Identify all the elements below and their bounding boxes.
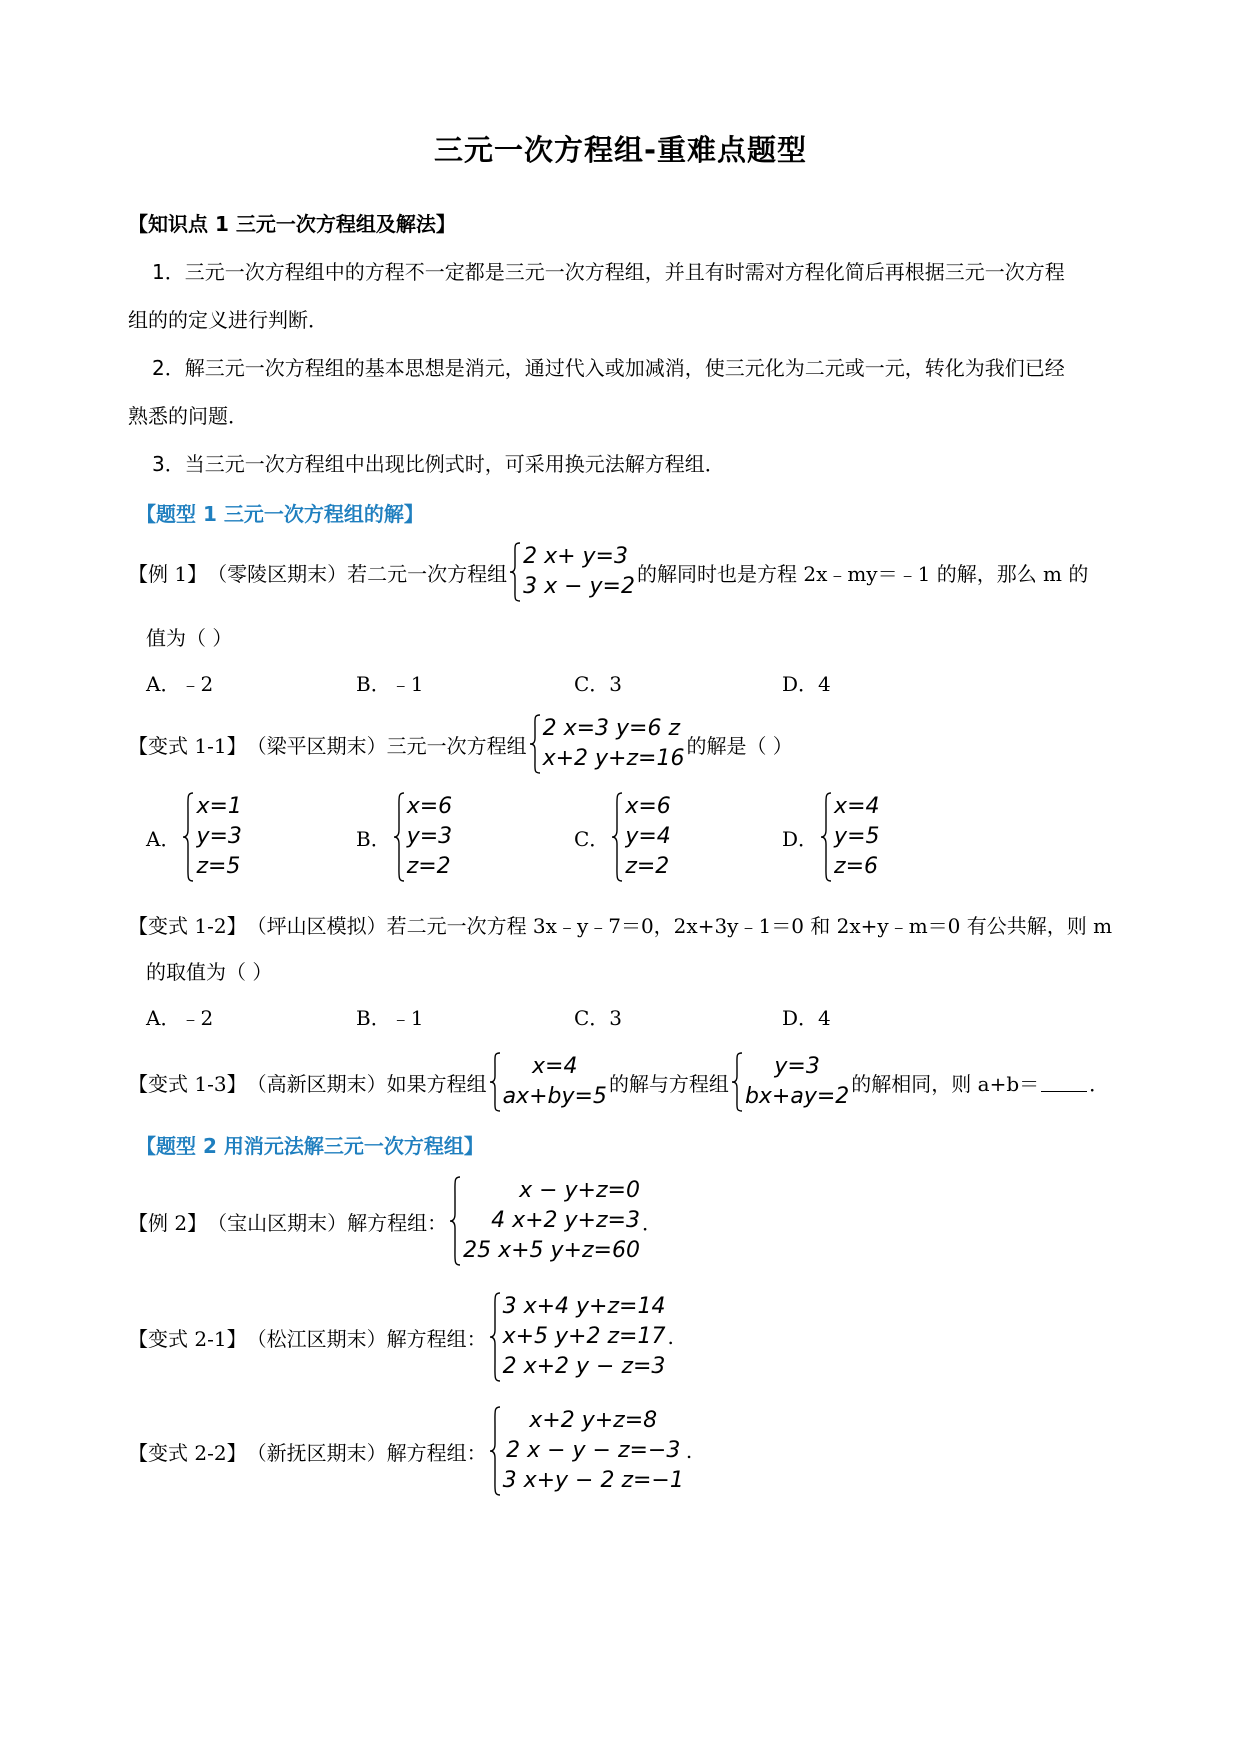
variant-2-2-post: .: [685, 1439, 693, 1463]
variant-1-2-option-c[interactable]: C．3: [574, 1006, 623, 1030]
variant-1-3-b-eq1: y=3: [774, 1054, 820, 1079]
variant-1-3-mid: 的解与方程组: [608, 1071, 729, 1096]
variant-1-3-a-eq1: x=4: [532, 1054, 578, 1079]
brace-icon: [731, 1052, 743, 1112]
option-eq-y: y=5: [834, 824, 880, 849]
type2-heading: 【题型 2 用消元法解三元一次方程组】: [136, 1134, 484, 1158]
brace-icon: [489, 1406, 501, 1496]
variant-2-1: [128, 1290, 674, 1384]
variant-1-3-b-eq2: bx+ay=2: [744, 1084, 850, 1109]
variant-1-2: [128, 910, 1112, 939]
variant-2-2-pre: （新抚区期末）解方程组：: [246, 1440, 487, 1465]
example-2-eq1: x − y+z=0: [519, 1178, 640, 1203]
variant-1-1-option-a[interactable]: [146, 790, 244, 884]
variant-1-1-post: 的解是（ ）: [686, 733, 793, 758]
example-1-option-a[interactable]: A．﹣2: [146, 672, 214, 696]
variant-1-3-end: ．: [1089, 1071, 1110, 1096]
example-2-eq2: 4 x+2 y+z=3: [491, 1208, 640, 1233]
option-letter: D．: [782, 826, 819, 851]
example-1-eq2: 3 x − y=2: [523, 574, 635, 599]
variant-1-3-a-eq2: ax+by=5: [502, 1084, 607, 1109]
option-eq-y: y=3: [196, 824, 242, 849]
variant-1-2-option-b[interactable]: B．﹣1: [356, 1006, 424, 1030]
variant-1-1-option-d[interactable]: [782, 790, 882, 884]
variant-2-1-post: .: [667, 1325, 674, 1349]
knowledge-p2-line1: 2．解三元一次方程组的基本思想是消元，通过代入或加减消，使三元化为二元或一元，转化为我们已经: [152, 356, 1065, 380]
variant-2-1-label: 【变式 2-1】: [128, 1326, 247, 1351]
brace-icon: [393, 792, 405, 882]
page-title: 三元一次方程组-重难点题型: [433, 133, 808, 167]
variant-2-2-system: [489, 1406, 684, 1496]
example-2-system: [449, 1176, 640, 1266]
brace-icon: [509, 542, 521, 602]
knowledge-p3: 3．当三元一次方程组中出现比例式时，可采用换元法解方程组．: [152, 452, 725, 476]
example-1-label: 【例 1】: [128, 561, 208, 586]
variant-1-3-system-a: [489, 1052, 607, 1112]
variant-1-3-system-b: [731, 1052, 849, 1112]
option-eq-z: z=6: [834, 854, 879, 879]
variant-2-1-eq1: 3 x+4 y+z=14: [502, 1294, 666, 1319]
variant-1-1-eq1: 2 x=3 y=6 z: [542, 716, 681, 741]
brace-icon: [611, 792, 623, 882]
example-1-post: 的解同时也是方程 2x﹣my＝﹣1 的解，那么 m 的: [636, 561, 1089, 586]
variant-1-1-option-c[interactable]: [574, 790, 673, 884]
example-2-post: ．: [641, 1210, 662, 1235]
answer-blank[interactable]: [1041, 1073, 1087, 1092]
variant-1-2-text: （坪山区模拟）若二元一次方程 3x﹣y﹣7＝0，2x+3y﹣1＝0 和 2x+y﹣m＝0 有公共解，则 m: [246, 914, 1113, 938]
example-1-eq1: 2 x+ y=3: [523, 544, 628, 569]
variant-1-2-option-d[interactable]: D．4: [782, 1006, 831, 1030]
variant-1-1-pre: （梁平区期末）三元一次方程组: [246, 733, 527, 758]
option-eq-y: y=4: [625, 824, 671, 849]
brace-icon: [489, 1292, 501, 1382]
variant-1-3-label: 【变式 1-3】: [128, 1071, 247, 1096]
brace-icon: [182, 792, 194, 882]
variant-1-1-label: 【变式 1-1】: [128, 733, 247, 758]
option-eq-y: y=3: [406, 824, 453, 849]
variant-1-2-label: 【变式 1-2】: [128, 914, 247, 938]
variant-2-1-pre: （松江区期末）解方程组：: [246, 1326, 487, 1351]
example-1-system: [509, 542, 635, 602]
option-letter: A．: [146, 826, 181, 851]
knowledge-heading: 【知识点 1 三元一次方程组及解法】: [128, 212, 456, 236]
example-1-pre: （零陵区期末）若二元一次方程组: [207, 561, 508, 586]
variant-2-2: [128, 1404, 692, 1498]
example-2-pre: （宝山区期末）解方程组：: [207, 1210, 448, 1235]
option-eq-x: x=6: [406, 794, 453, 819]
option-eq-z: z=2: [406, 854, 451, 879]
variant-1-1-option-b[interactable]: [356, 790, 454, 884]
knowledge-p1-line1: 1．三元一次方程组中的方程不一定都是三元一次方程组，并且有时需对方程化简后再根据三元一次方程: [152, 260, 1065, 284]
brace-icon: [489, 1052, 501, 1112]
variant-1-3-pre: （高新区期末）如果方程组: [246, 1071, 487, 1096]
knowledge-p2-line2: 熟悉的问题．: [128, 404, 248, 428]
example-2-label: 【例 2】: [128, 1210, 208, 1235]
variant-2-2-eq1: x+2 y+z=8: [529, 1408, 658, 1433]
example-2-eq3: 25 x+5 y+z=60: [463, 1238, 640, 1263]
variant-1-2-line2: 的取值为（ ）: [146, 960, 273, 984]
variant-1-2-option-a[interactable]: A．﹣2: [146, 1006, 214, 1030]
variant-1-3-post: 的解相同，则 a+b＝: [851, 1071, 1040, 1096]
example-1-option-b[interactable]: B．﹣1: [356, 672, 424, 696]
option-eq-z: z=2: [625, 854, 670, 879]
option-eq-x: x=6: [625, 794, 671, 819]
variant-1-1: [128, 712, 793, 776]
example-2: [128, 1174, 662, 1268]
variant-2-1-system: [489, 1292, 666, 1382]
option-eq-x: x=1: [196, 794, 242, 819]
example-1-line2: 值为（ ）: [146, 626, 233, 650]
variant-2-2-eq3: 3 x+y − 2 z=−1: [502, 1468, 684, 1493]
variant-2-1-eq2: x+5 y+2 z=17: [502, 1324, 666, 1349]
variant-2-1-eq3: 2 x+2 y − z=3: [502, 1354, 666, 1379]
variant-2-2-label: 【变式 2-2】: [128, 1440, 247, 1465]
variant-2-2-eq2: 2 x − y − z=−3: [506, 1438, 681, 1463]
brace-icon: [529, 714, 541, 774]
type1-heading: 【题型 1 三元一次方程组的解】: [136, 502, 424, 526]
knowledge-p1-line2: 组的的定义进行判断．: [128, 308, 328, 332]
option-eq-x: x=4: [834, 794, 880, 819]
option-letter: B．: [356, 826, 391, 851]
option-letter: C．: [574, 826, 610, 851]
variant-1-1-system: [529, 714, 685, 774]
example-1-option-d[interactable]: D．4: [782, 672, 831, 696]
brace-icon: [820, 792, 832, 882]
example-1: [128, 540, 1088, 604]
option-eq-z: z=5: [196, 854, 241, 879]
example-1-option-c[interactable]: C．3: [574, 672, 623, 696]
variant-1-1-eq2: x+2 y+z=16: [542, 746, 685, 771]
brace-icon: [449, 1176, 461, 1266]
variant-1-3: [128, 1050, 1109, 1114]
